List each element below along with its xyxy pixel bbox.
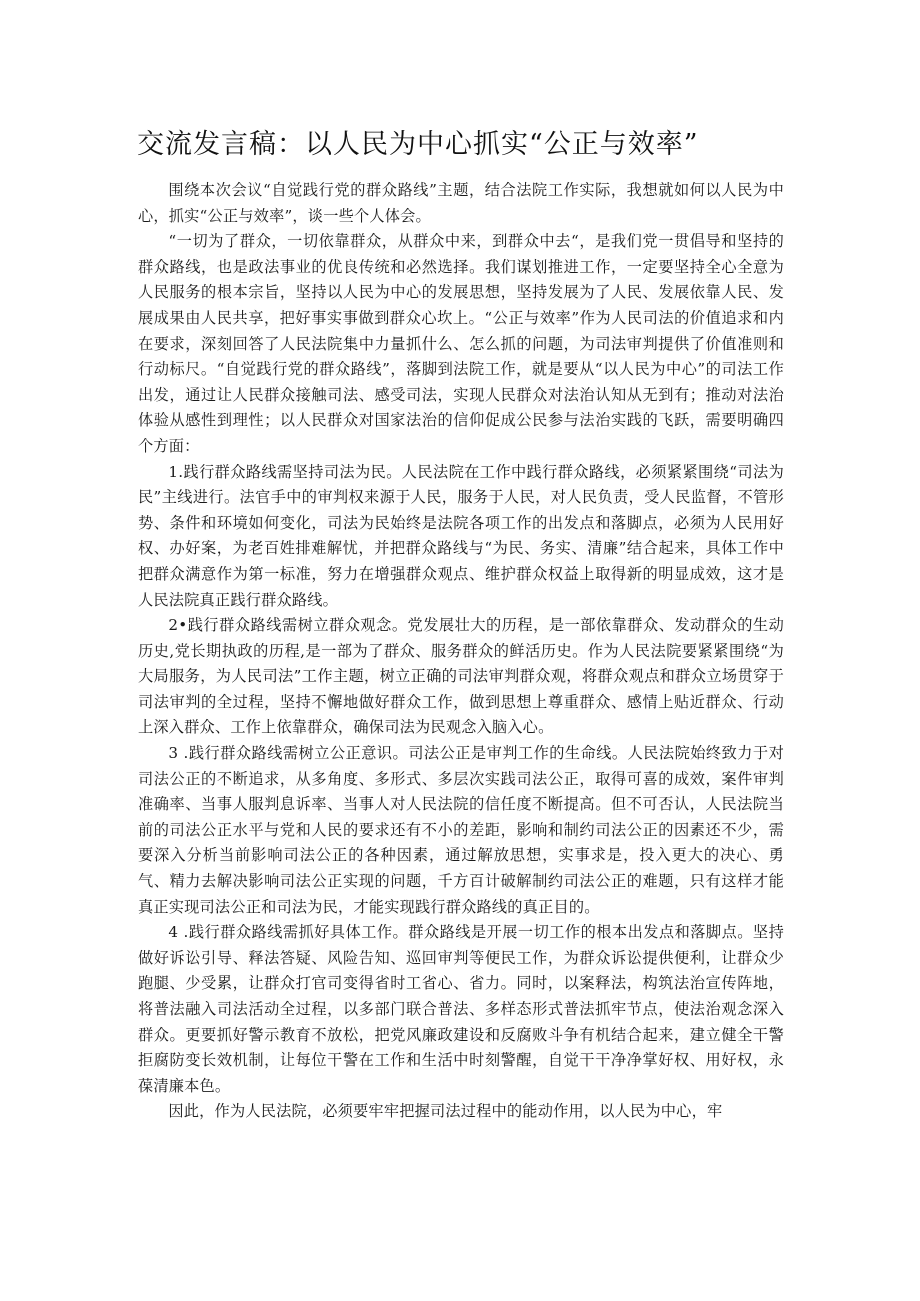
paragraph-point-4: 4 .践行群众路线需抓好具体工作。群众路线是开展一切工作的根本出发点和落脚点。坚持做好诉讼引导、释法答疑、风险告知、巡回审判等便民工作，为群众诉讼提供便利，让群众少跑腿、少受累，让群众打官司变得省时工省心、省力。同时，以案释法，构筑法治宣传阵地，将普法融入司法活动全过程，以多部门联合普法、多样态形式普法抓牢节点，使法治观念深入群众。更要抓好警示教育不放松，把党风廉政建设和反腐败斗争有机结合起来，建立健全干警拒腐防变长效机制，让每位干警在工作和生活中时刻警醒，自觉干干净净掌好权、用好权，永葆清廉本色。 — [138, 923, 784, 1095]
paragraph-intro: 围绕本次会议“自觉践行党的群众路线”主题，结合法院工作实际，我想就如何以人民为中心，抓实“公正与效率”，谈一些个人体会。 — [138, 181, 784, 225]
paragraph-point-2: 2•践行群众路线需树立群众观念。党发展壮大的历程，是一部依靠群众、发动群众的生动历史,党长期执政的历程,是一部为了群众、服务群众的鲜活历史。作为人民法院要紧紧围绕“为大局服务，为人民司法”工作主题，树立正确的司法审判群众观，将群众观点和群众立场贯穿于司法审判的全过程，坚持不懈地做好群众工作，做到思想上尊重群众、感情上贴近群众、行动上深入群众、工作上依靠群众，确保司法为民观念入脑入心。 — [138, 616, 784, 737]
document-body — [138, 178, 784, 1125]
document-title: 交流发言稿：以人民为中心抓实“公正与效率” — [137, 129, 699, 160]
paragraph-conclusion: 因此，作为人民法院，必须要牢牢把握司法过程中的能动作用，以人民为中心，牢 — [168, 1102, 723, 1121]
paragraph-point-3: 3 .践行群众路线需树立公正意识。司法公正是审判工作的生命线。人民法院始终致力于对司法公正的不断追求，从多角度、多形式、多层次实践司法公正，取得可喜的成效，案件审判准确率、当事人服判息诉率、当事人对人民法院的信任度不断提高。但不可否认，人民法院当前的司法公正水平与党和人民的要求还有不小的差距，影响和制约司法公正的因素还不少，需要深入分析当前影响司法公正的各种因素，通过解放思想，实事求是，投入更大的决心、勇气、精力去解决影响司法公正实现的问题，千方百计破解制约司法公正的难题，只有这样才能真正实现司法公正和司法为民，才能实现践行群众路线的真正目的。 — [138, 744, 784, 916]
paragraph-point-1: 1.践行群众路线需坚持司法为民。人民法院在工作中践行群众路线，必须紧紧围绕“司法为民”主线进行。法官手中的审判权来源于人民，服务于人民，对人民负责，受人民监督，不管形势、条件和环境如何变化，司法为民始终是法院各项工作的出发点和落脚点，必须为人民用好权、办好案，为老百姓排难解忧，并把群众路线与“为民、务实、清廉”结合起来，具体工作中把群众满意作为第一标准，努力在增强群众观点、维护群众权益上取得新的明显成效，这才是人民法院真正践行群众路线。 — [138, 462, 784, 609]
paragraph-mass-line: “一切为了群众，一切依靠群众，从群众中来，到群众中去“，是我们党一贯倡导和坚持的群众路线，也是政法事业的优良传统和必然选择。我们谋划推进工作，一定要坚持全心全意为人民服务的根本宗旨，坚持以人民为中心的发展思想，坚持发展为了人民、发展依靠人民、发展成果由人民共享，把好事实事做到群众心坎上。“公正与效率”作为人民司法的价值追求和内在要求，深刻回答了人民法院集中力量抓什么、怎么抓的问题，为司法审判提供了价值准则和行动标尺。“自觉践行党的群众路线”，落脚到法院工作，就是要从“以人民为中心”的司法工作出发，通过让人民群众接触司法、感受司法，实现人民群众对法治认知从无到有；推动对法治体验从感性到理性；以人民群众对国家法治的信仰促成公民参与法治实践的飞跃，需要明确四个方面： — [138, 232, 784, 455]
